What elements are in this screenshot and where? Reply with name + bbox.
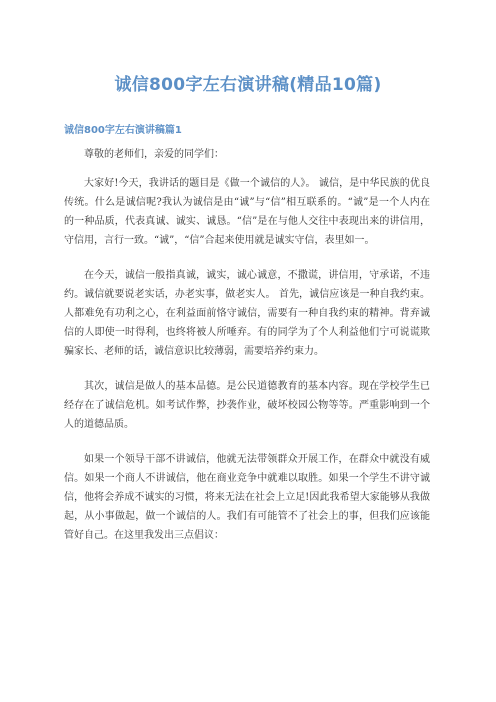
document-body (64, 145, 430, 561)
section-heading: 诚信800字左右演讲稿篇1 (64, 125, 182, 136)
paragraph: 大家好!今天，我讲话的题目是《做一个诚信的人》。 诚信，是中华民族的优良传统。什么是诚信呢?我认为诚信是由“诚”与“信”相互联系的。“诚”是一个人内在的一种品质，代表真诚、诚实、诚恳。“信”是在与他人交往中表现出来的讲信用，守信用，言行一致。“诚”，“信”合起来使用就是诚实守信，表里如一。 (64, 178, 430, 246)
paragraph-greeting: 尊敬的老师们，亲爱的同学们： (84, 149, 224, 160)
document-title: 诚信800字左右演讲稿(精品10篇) (114, 75, 382, 95)
paragraph: 如果一个领导干部不讲诚信，他就无法带领群众开展工作，在群众中就没有威信。如果一个商人不讲诚信，他在商业竞争中就难以取胜。如果一个学生不讲守诚信，他将会养成不诚实的习惯，将来无法在社会上立足!因此我希望大家能够从我做起，从小事做起，做一个诚信的人。我们有可能管不了社会上的事，但我们应该能管好自己。在这里我发出三点倡议： (64, 454, 430, 541)
paragraph: 其次，诚信是做人的基本品德。是公民道德教育的基本内容。现在学校学生已经存在了诚信危机。如考试作弊，抄袭作业，破坏校园公物等等。严重影响到一个人的道德品质。 (64, 381, 430, 430)
paragraph: 在今天，诚信一般指真诚，诚实，诚心诚意，不撒谎，讲信用，守承诺，不违约。诚信就要说老实话，办老实事，做老实人。 首先，诚信应该是一种自我约束。人都难免有功利之心，在利益面前恪守诚信，需要有一种自我约束的精神。背弃诚信的人即使一时得利，也终将被人所唾弃。有的同学为了个人利益他们宁可说谎欺骗家长、老师的话，诚信意识比较薄弱，需要培养约束力。 (64, 270, 430, 357)
